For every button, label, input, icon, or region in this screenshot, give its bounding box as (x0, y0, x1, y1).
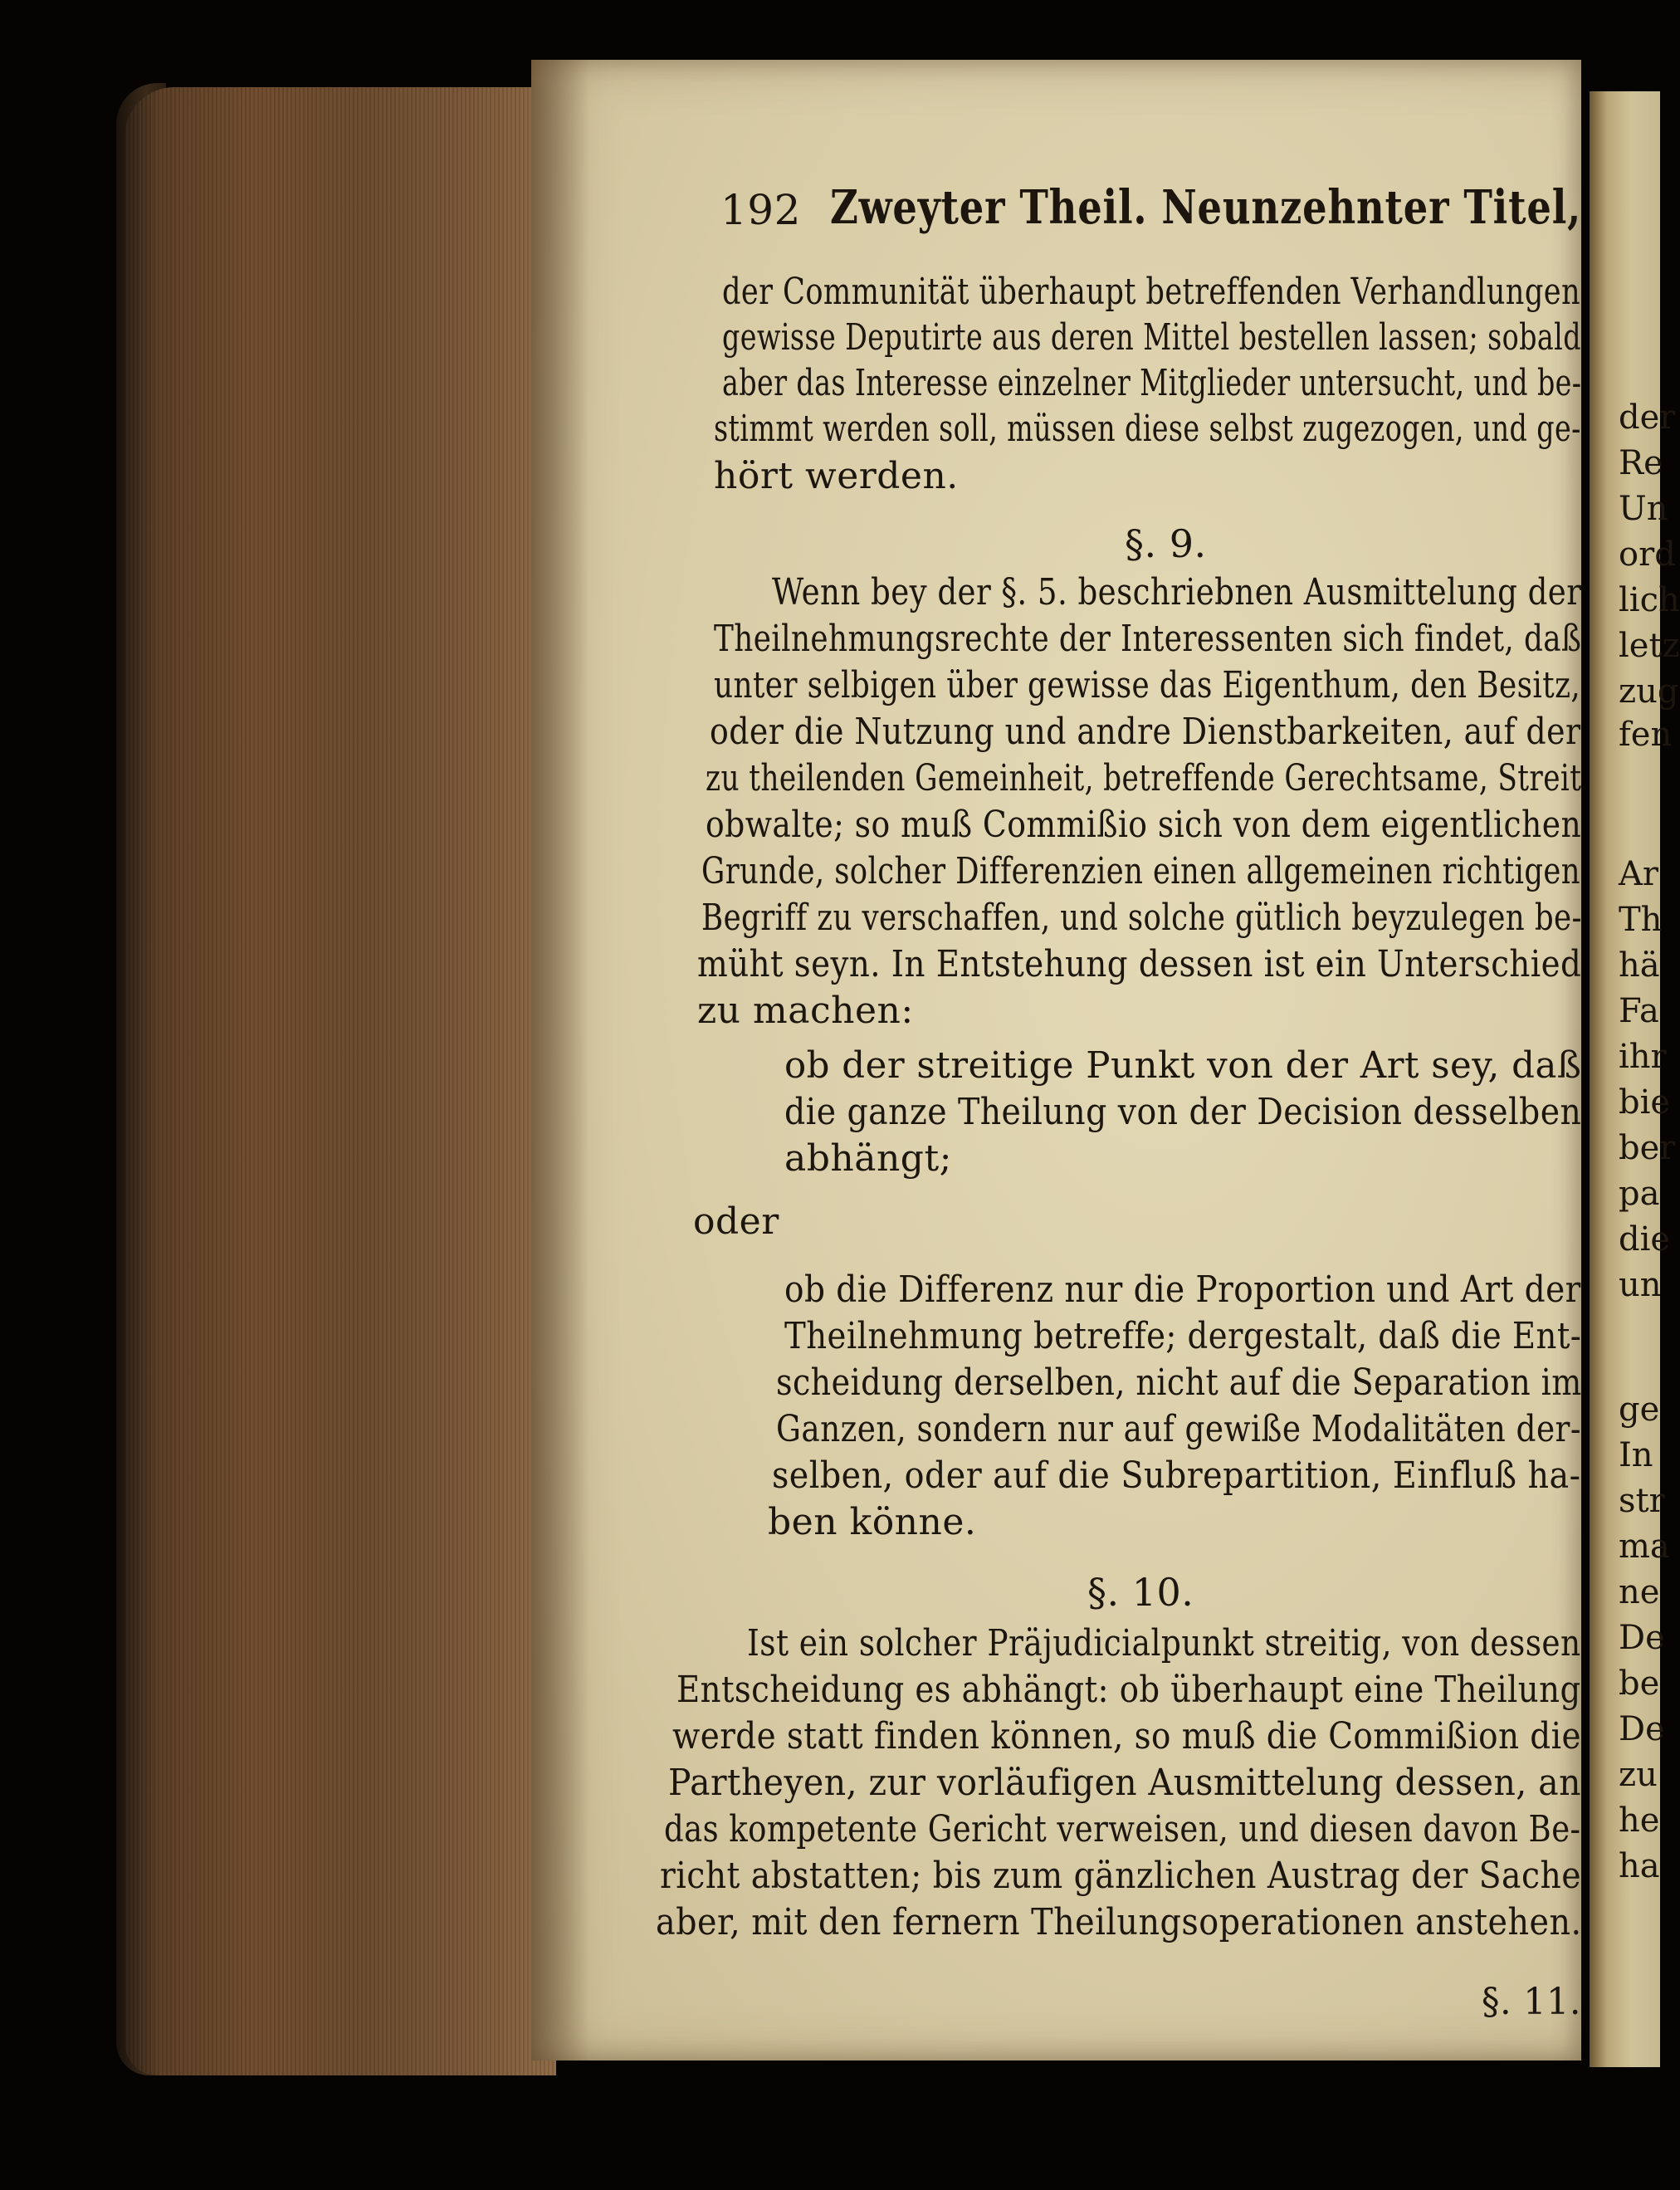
text-line: Ganzen, sondern nur auf gewiße Modalitäten der- (776, 1408, 1581, 1450)
next-page-fragment: ha (1619, 1847, 1660, 1885)
text-line: werde statt finden können, so muß die Commißion die (672, 1715, 1581, 1757)
next-page-fragment: Un (1619, 490, 1668, 528)
text-line: Theilnehmungsrechte der Interessenten sich findet, daß (714, 618, 1582, 660)
next-page-fragment: In (1619, 1436, 1653, 1474)
text-line: stimmt werden soll, müssen diese selbst zugezogen, und ge- (714, 408, 1581, 450)
next-page-fragment: Ar (1619, 855, 1659, 893)
text-line: das kompetente Gericht verweisen, und diesen davon Be- (664, 1808, 1581, 1850)
text-line: oder die Nutzung und andre Dienstbarkeiten, auf der (710, 711, 1581, 753)
text-line: der Communität überhaupt betreffenden Verhandlungen (722, 271, 1581, 313)
next-page-fragment: lich (1619, 581, 1680, 619)
catchword: §. 11. (1482, 1981, 1582, 2023)
next-page-fragment: Re (1619, 444, 1663, 482)
next-page-fragment: fen (1619, 716, 1673, 754)
text-line: selben, oder auf die Subrepartition, Einfluß ha- (772, 1454, 1581, 1497)
text-line: abhängt; (784, 1137, 952, 1180)
text-line: ben könne. (768, 1501, 977, 1543)
connector-word: oder (693, 1200, 779, 1243)
next-page-fragment: De (1619, 1710, 1665, 1748)
next-page-fragment: De (1619, 1619, 1665, 1657)
next-page-fragment: zu (1619, 1756, 1658, 1794)
text-line: scheidung derselben, nicht auf die Separation im (776, 1361, 1582, 1404)
next-page-fragment: bie (1619, 1083, 1671, 1122)
text-line: obwalte; so muß Commißio sich von dem eigentlichen (706, 804, 1582, 846)
text-line: müht seyn. In Entstehung dessen ist ein Unterschied (697, 943, 1582, 985)
text-line: zu machen: (697, 990, 914, 1032)
next-page-fragment: he (1619, 1801, 1660, 1840)
next-page-fragment: hä (1619, 946, 1660, 985)
text-line: unter selbigen über gewisse das Eigenthum, den Besitz, (714, 664, 1581, 706)
next-page-fragment: zug (1619, 672, 1679, 711)
text-line: ob der streitige Punkt von der Art sey, daß (784, 1044, 1582, 1087)
next-page-fragment: un (1619, 1266, 1662, 1304)
text-line: aber, mit den fernern Theilungsoperationen anstehen. (656, 1901, 1582, 1943)
text-line: Grunde, solcher Differenzien einen allgemeinen richtigen (701, 850, 1580, 892)
next-page-fragment: ihr (1619, 1038, 1667, 1076)
section-heading: §. 10. (1087, 1570, 1194, 1615)
text-line: Begriff zu verschaffen, und solche gütlich beyzulegen be- (701, 897, 1582, 939)
section-heading: §. 9. (1125, 521, 1207, 566)
text-line: gewisse Deputirte aus deren Mittel bestellen lassen; sobald (722, 316, 1582, 359)
text-line: aber das Interesse einzelner Mitglieder untersucht, und be- (722, 362, 1582, 404)
next-page-fragment: der (1619, 398, 1676, 437)
next-page-fragment: ne (1619, 1573, 1660, 1611)
text-line: Entscheidung es abhängt: ob überhaupt eine Theilung (676, 1669, 1581, 1711)
next-page-fragment: letz (1619, 627, 1680, 665)
next-page-fragment: ord (1619, 535, 1676, 574)
text-line: die ganze Theilung von der Decision desselben (784, 1091, 1582, 1133)
text-line: richt abstatten; bis zum gänzlichen Austrag der Sache (660, 1855, 1581, 1897)
text-line: Ist ein solcher Präjudicialpunkt streitig, von dessen (747, 1622, 1581, 1664)
page-number: 192 (720, 186, 801, 234)
next-page-fragment: ma (1619, 1528, 1670, 1566)
text-line: Theilnehmung betreffe; dergestalt, daß die Ent- (784, 1315, 1582, 1357)
next-page-fragment: ge (1619, 1391, 1660, 1429)
text-line: Wenn bey der §. 5. beschriebnen Ausmittelung der (772, 571, 1582, 613)
next-page-fragment: die (1619, 1220, 1671, 1259)
text-line: hört werden. (714, 455, 959, 497)
next-page-fragment: be (1619, 1664, 1660, 1703)
next-page-fragment: Th (1619, 901, 1663, 939)
text-line: Partheyen, zur vorläufigen Ausmittelung dessen, an (668, 1762, 1581, 1804)
running-title: Zweyter Theil. Neunzehnter Titel, (830, 180, 1582, 235)
next-page-fragment: pa (1619, 1175, 1660, 1213)
next-page-fragment: str (1619, 1482, 1665, 1520)
next-page-fragment: ber (1619, 1129, 1676, 1167)
text-line: ob die Differenz nur die Proportion und Art der (784, 1269, 1581, 1311)
text-line: zu theilenden Gemeinheit, betreffende Gerechtsame, Streit (706, 757, 1582, 799)
next-page-fragment: Fa (1619, 992, 1659, 1030)
